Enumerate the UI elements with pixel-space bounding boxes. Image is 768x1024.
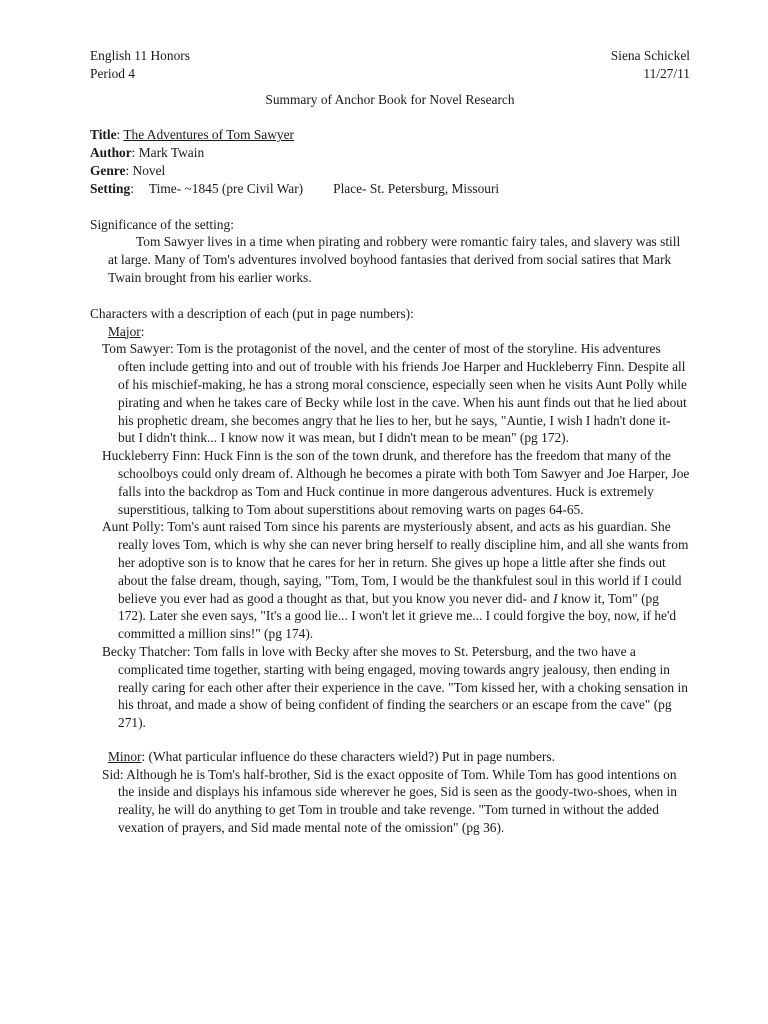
setting-time: Time- ~1845 (pre Civil War) bbox=[148, 180, 304, 196]
date: 11/27/11 bbox=[643, 65, 690, 81]
minor-label: Minor bbox=[108, 748, 142, 764]
genre-value: Novel bbox=[132, 162, 166, 178]
aunt-polly-text-1: Aunt Polly: Tom's aunt raised Tom since his parents are mysteriously absent, and acts as his guardian. She really loves Tom, which is why she can never bring herself to really discipline him, and all she wants from her adoptive son is to know that he cares for her in return. She gives up hope a little after she finds out about the false dream, though, saying, "Tom, Tom, I would be the thankfulest soul in this world if I could believe you ever had as good a thought as that, but you know you never did- and bbox=[102, 519, 689, 606]
header-row-1 bbox=[90, 47, 690, 65]
aunt-polly-italic: I bbox=[553, 590, 558, 606]
header-row-2 bbox=[90, 65, 690, 83]
student-name: Siena Schickel bbox=[610, 48, 690, 63]
character-huckleberry-finn: Huckleberry Finn: Huck Finn is the son of the town drunk, and therefore has the freedom that many of the schoolboys could only dream of. Although he becomes a pirate with both Tom Sawyer and Joe Harper, Joe falls into the backdrop as Tom and Huck continue in more dangerous adventures. Huck is extremely superstitious, talking to Tom about superstitions about removing warts on pages 64-65. bbox=[102, 448, 690, 517]
author-field: Author: Mark Twain bbox=[90, 145, 205, 161]
period: Period 4 bbox=[90, 65, 136, 81]
aunt-polly-text-2: know it, Tom" (pg 172). Later she even says, "It's a good lie... I won't let it grieve me... I could forgive the boy, now, if he'd committed a million sins!" (pg 174). bbox=[118, 590, 677, 642]
book-fields bbox=[90, 126, 690, 197]
characters-section bbox=[90, 305, 690, 837]
title-value: The Adventures of Tom Sawyer bbox=[123, 127, 294, 143]
genre-label: Genre bbox=[90, 162, 126, 178]
significance-section bbox=[90, 216, 690, 287]
major-heading: Major: bbox=[108, 323, 145, 339]
document-title: Summary of Anchor Book for Novel Research bbox=[265, 91, 515, 107]
course-name: English 11 Honors bbox=[90, 48, 190, 63]
minor-note: : (What particular influence do these characters wield?) Put in page numbers. bbox=[141, 748, 555, 764]
title-label: Title bbox=[90, 127, 117, 143]
author-value: Mark Twain bbox=[138, 145, 205, 161]
significance-text: Tom Sawyer lives in a time when pirating and robbery were romantic fairy tales, and slavery was still at large. Many of Tom's adventures involved boyhood fantasies that derived from social satires that Mark Twain brought from his earlier works. bbox=[108, 234, 681, 285]
characters-heading: Characters with a description of each (put in page numbers): bbox=[90, 305, 414, 321]
setting-field: Setting: Time- ~1845 (pre Civil War) Place- St. Petersburg, Missouri bbox=[90, 180, 500, 196]
character-aunt-polly bbox=[102, 518, 690, 643]
title-field: Title: The Adventures of Tom Sawyer bbox=[90, 127, 294, 143]
document-page bbox=[90, 47, 690, 837]
genre-field: Genre: Novel bbox=[90, 162, 166, 178]
character-sid: Sid: Although he is Tom's half-brother, Sid is the exact opposite of Tom. While Tom has good intentions on the inside and displays his infamous side wherever he goes, Sid is seen as the goody-two-shoes, when in reality, he will do anything to get Tom in trouble and take revenge. "Tom turned in without the added vexation of prayers, and Sid made mental note of the omission" (pg 36). bbox=[102, 766, 677, 836]
character-tom-sawyer: Tom Sawyer: Tom is the protagonist of the novel, and the center of most of the storyline. His adventures often include getting into and out of trouble with his friends Joe Harper and Huckleberry Finn. Despite all of his mischief-making, he has a strong moral conscience, especially seen when he visits Aunt Polly while pirating and when he takes care of Becky while lost in the cave. When his aunt finds out that he lied about his prophetic dream, she becomes angry that he lies to her, but he says, "Auntie, I wish I hadn't done it- but I didn't think... I know now it was mean, but I didn't mean to be mean" (pg 172). bbox=[102, 341, 687, 446]
setting-label: Setting bbox=[90, 180, 131, 196]
author-label: Author bbox=[90, 145, 132, 161]
minor-heading bbox=[108, 748, 690, 766]
significance-heading: Significance of the setting: bbox=[90, 216, 234, 232]
character-becky-thatcher: Becky Thatcher: Tom falls in love with Becky after she moves to St. Petersburg, and the two have a complicated time together, starting with being engaged, moving towards angry jealousy, then ending in really caring for each other after their experience in the cave. "Tom kissed her, with a choking sensation in his throat, and made a show of being confident of finding the searchers or an escape from the cave" (pg 271). bbox=[102, 643, 688, 731]
major-label: Major bbox=[108, 323, 141, 339]
setting-place: Place- St. Petersburg, Missouri bbox=[333, 180, 500, 196]
